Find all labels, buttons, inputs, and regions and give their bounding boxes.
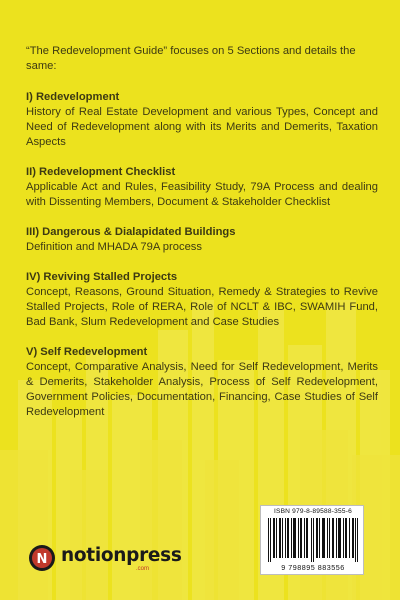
section-title: III) Dangerous & Dialapidated Buildings — [26, 226, 236, 238]
section-body: History of Real Estate Development and various Types, Concept and Need of Redevelopment along with its Merits and Demerits, Taxation Aspects — [26, 106, 378, 148]
publisher-logo — [28, 544, 188, 572]
section-body: Applicable Act and Rules, Feasibility Study, 79A Process and dealing with Dissenting Members, Document & Stakeholder Checklist — [26, 181, 378, 208]
section-body: Definition and MHADA 79A process — [26, 241, 202, 253]
barcode-number: 9 798895 883556 — [281, 563, 345, 572]
section-self-redevelopment — [26, 345, 378, 420]
isbn-barcode — [260, 505, 364, 575]
logo-letter: N — [36, 552, 48, 567]
section-body: Concept, Comparative Analysis, Need for Self Redevelopment, Merits & Demerits, Stakeholder Analysis, Process of Self Redevelopment, Government Policies, Documentation, Financing, Case Studies of Self Redevelopment — [26, 361, 378, 418]
back-cover-text — [26, 44, 378, 435]
section-dangerous-buildings — [26, 225, 378, 255]
section-title: II) Redevelopment Checklist — [26, 166, 176, 178]
isbn-label: ISBN 979-8-89588-355-6 — [273, 508, 353, 515]
publisher-domain: .com — [136, 566, 150, 572]
section-redevelopment — [26, 90, 378, 150]
section-title: V) Self Redevelopment — [26, 346, 148, 358]
section-redevelopment-checklist — [26, 165, 378, 210]
intro-text: “The Redevelopment Guide” focuses on 5 Sections and details the same: — [26, 45, 356, 72]
section-title: I) Redevelopment — [26, 91, 120, 103]
publisher-name: notionpress — [61, 545, 182, 566]
section-title: IV) Reviving Stalled Projects — [26, 271, 178, 283]
notionpress-logo-icon — [28, 544, 56, 572]
section-body: Concept, Reasons, Ground Situation, Remedy & Strategies to Revive Stalled Projects, Role of RERA, Role of NCLT & IBC, SWAMIH Fund, Bad Bank, Slum Redevelopment and Case Studies — [26, 286, 378, 328]
section-stalled-projects — [26, 270, 378, 330]
barcode-icon — [267, 518, 359, 562]
